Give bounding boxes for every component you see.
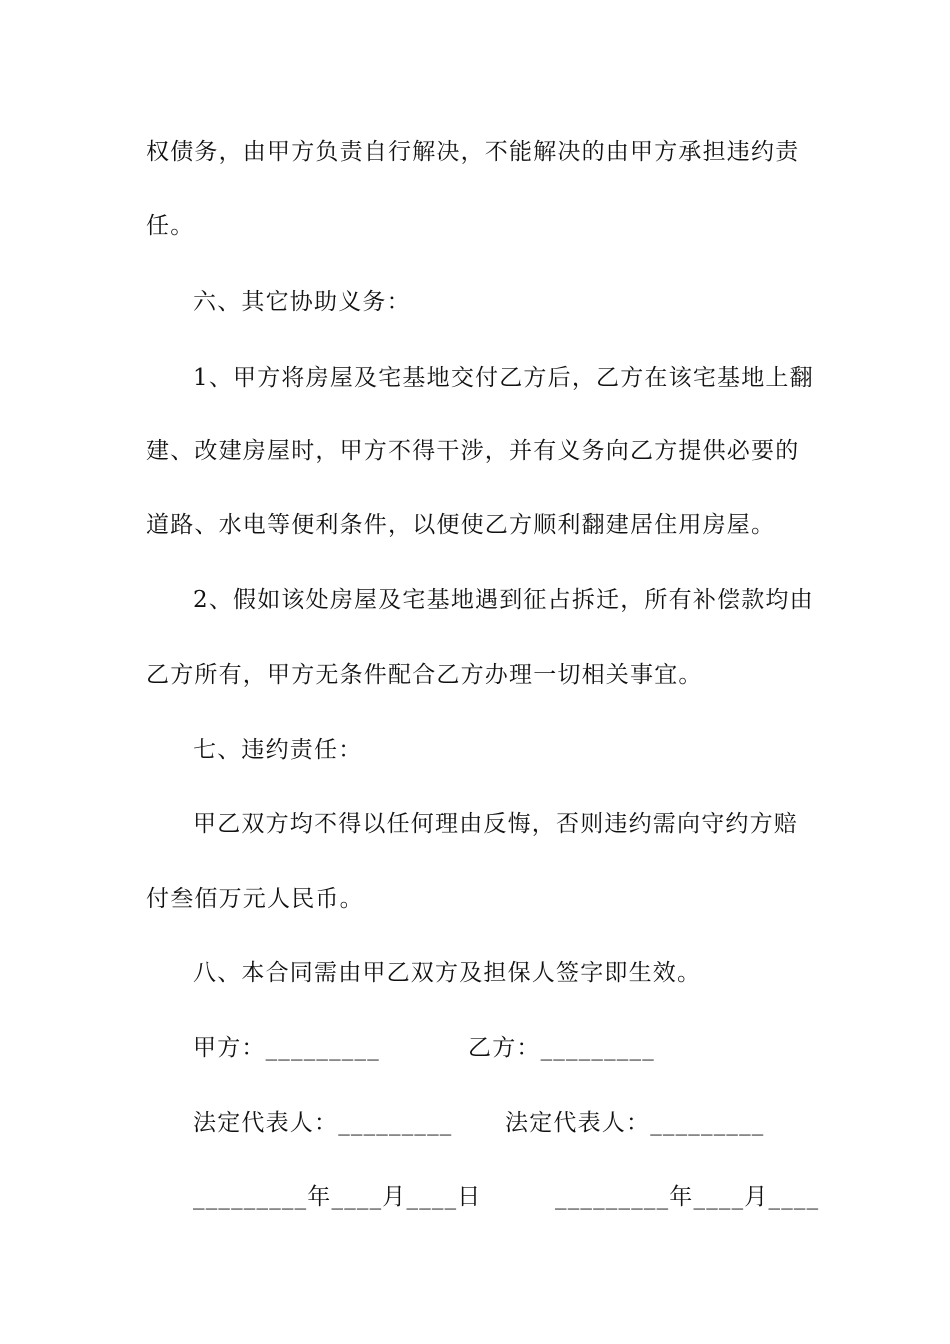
paragraph-line: 1、甲方将房屋及宅基地交付乙方后，乙方在该宅基地上翻	[193, 365, 814, 391]
party-a-date: _________年____月____日	[193, 1184, 482, 1210]
section-heading-7: 七、违约责任：	[193, 737, 363, 763]
party-b-representative: 法定代表人：_________	[505, 1110, 765, 1136]
paragraph-line: 付叁佰万元人民币。	[146, 886, 364, 912]
paragraph-line: 2、假如该处房屋及宅基地遇到征占拆迁，所有补偿款均由	[193, 587, 814, 613]
party-b-date: _________年____月____	[555, 1184, 820, 1210]
paragraph-line: 道路、水电等便利条件，以便使乙方顺利翻建居住用房屋。	[146, 512, 776, 538]
paragraph-line: 甲乙双方均不得以任何理由反悔，否则违约需向守约方赔	[193, 811, 798, 837]
party-b-signature: 乙方：_________	[468, 1035, 655, 1061]
paragraph-line: 乙方所有，甲方无条件配合乙方办理一切相关事宜。	[146, 662, 703, 688]
paragraph-line: 权债务，由甲方负责自行解决，不能解决的由甲方承担违约责	[146, 139, 800, 165]
section-heading-6: 六、其它协助义务：	[193, 289, 411, 315]
paragraph-line: 建、改建房屋时，甲方不得干涉，并有义务向乙方提供必要的	[146, 438, 800, 464]
paragraph-line: 任。	[146, 213, 195, 239]
party-a-signature: 甲方：_________	[193, 1035, 380, 1061]
section-heading-8: 八、本合同需由甲乙双方及担保人签字即生效。	[193, 960, 702, 986]
party-a-representative: 法定代表人：_________	[193, 1110, 453, 1136]
